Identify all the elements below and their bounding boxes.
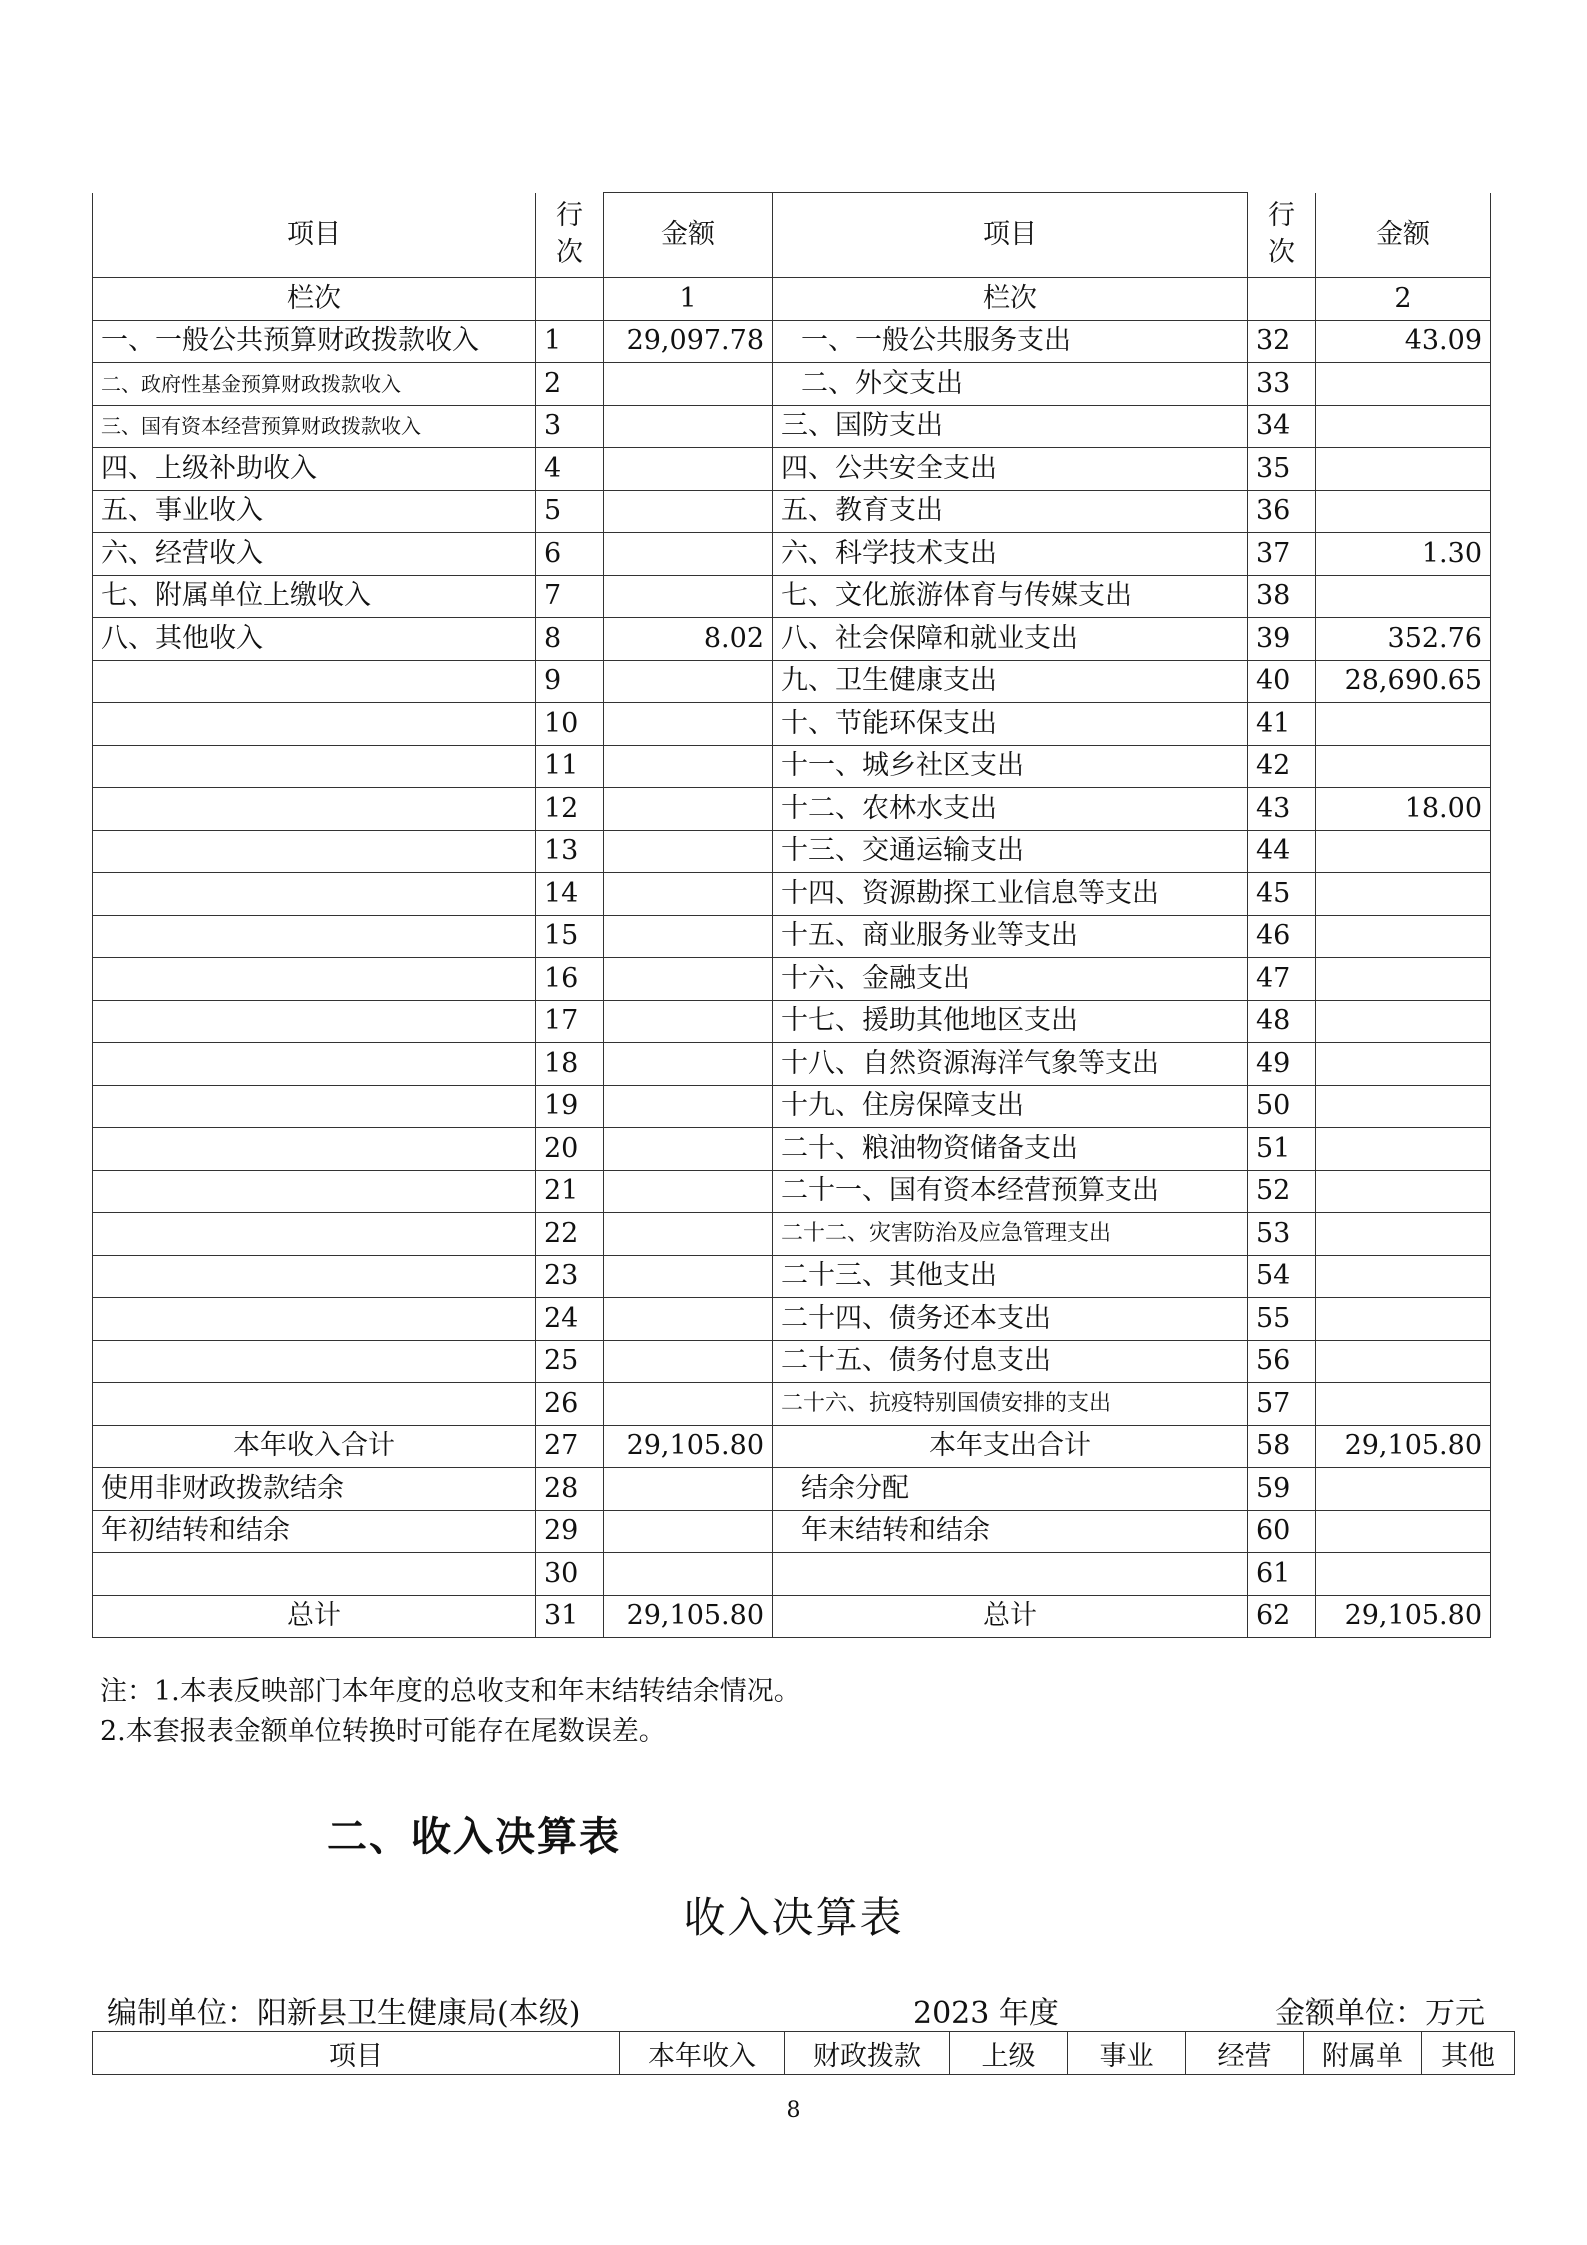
table-row (93, 830, 1491, 873)
income-row-no: 16 (536, 958, 604, 1001)
income-row-no: 17 (536, 1000, 604, 1043)
income-item (93, 1128, 536, 1171)
expense-row-no: 46 (1248, 915, 1316, 958)
expense-item: 七、文化旅游体育与传媒支出 (773, 575, 1248, 618)
expense-row-no: 38 (1248, 575, 1316, 618)
final-accounts-summary-table (92, 192, 1491, 1638)
expense-item: 六、科学技术支出 (773, 533, 1248, 576)
expense-amount (1316, 745, 1491, 788)
expense-item: 十八、自然资源海洋气象等支出 (773, 1043, 1248, 1086)
header-row-no-right: 行 次 (1248, 193, 1316, 278)
income-amount (604, 575, 773, 618)
expense-amount (1316, 915, 1491, 958)
income-amount (604, 915, 773, 958)
table-row (93, 1383, 1491, 1426)
expense-amount (1316, 1298, 1491, 1341)
income-item (93, 1170, 536, 1213)
expense-amount (1316, 873, 1491, 916)
amount-unit: 金额单位：万元 (1275, 1996, 1485, 2031)
header-item-right: 项目 (773, 193, 1248, 278)
income-item: 三、国有资本经营预算财政拨款收入 (93, 405, 536, 448)
header-amount-right: 金额 (1316, 193, 1491, 278)
expense-item: 四、公共安全支出 (773, 448, 1248, 491)
expense-row-no: 50 (1248, 1085, 1316, 1128)
income-row-no: 13 (536, 830, 604, 873)
expense-item: 二十一、国有资本经营预算支出 (773, 1170, 1248, 1213)
section-heading: 二、收入决算表 (327, 1814, 621, 1860)
expense-row-no: 43 (1248, 788, 1316, 831)
income-item (93, 830, 536, 873)
income-header-item: 项目 (93, 2032, 620, 2075)
income-item (93, 1000, 536, 1043)
expense-row-no: 42 (1248, 745, 1316, 788)
fiscal-year: 2023 年度 (913, 1996, 1059, 2031)
table-row (93, 788, 1491, 831)
table-row (93, 490, 1491, 533)
note-1: 注：1.本表反映部门本年度的总收支和年末结转结余情况。 (100, 1676, 801, 1707)
income-amount (604, 1468, 773, 1511)
table-row (93, 1128, 1491, 1171)
table-row (93, 1255, 1491, 1298)
income-row-no: 30 (536, 1553, 604, 1596)
income-amount (604, 405, 773, 448)
income-amount (604, 1383, 773, 1426)
income-row-no: 19 (536, 1085, 604, 1128)
income-item: 年初结转和结余 (93, 1510, 536, 1553)
income-row-no: 6 (536, 533, 604, 576)
expense-row-no: 37 (1248, 533, 1316, 576)
income-amount (604, 1128, 773, 1171)
income-row-no: 14 (536, 873, 604, 916)
income-header-operating: 经营 (1186, 2032, 1304, 2075)
table-row (93, 363, 1491, 406)
expense-row-no: 41 (1248, 703, 1316, 746)
expense-item: 二十四、债务还本支出 (773, 1298, 1248, 1341)
income-item (93, 1043, 536, 1086)
expense-item: 二十、粮油物资储备支出 (773, 1128, 1248, 1171)
income-amount (604, 958, 773, 1001)
expense-item: 十三、交通运输支出 (773, 830, 1248, 873)
income-row-no: 25 (536, 1340, 604, 1383)
expense-amount (1316, 1043, 1491, 1086)
income-amount (604, 363, 773, 406)
table-row (93, 1085, 1491, 1128)
income-item: 二、政府性基金预算财政拨款收入 (93, 363, 536, 406)
expense-row-no: 33 (1248, 363, 1316, 406)
expense-amount (1316, 1383, 1491, 1426)
expense-row-no: 52 (1248, 1170, 1316, 1213)
column-no-right (1248, 278, 1316, 321)
expense-row-no: 58 (1248, 1425, 1316, 1468)
income-header-superior: 上级 (950, 2032, 1068, 2075)
expense-amount (1316, 1128, 1491, 1171)
income-row-no: 26 (536, 1383, 604, 1426)
expense-amount (1316, 448, 1491, 491)
page-number: 8 (786, 2098, 801, 2123)
table-row (93, 618, 1491, 661)
income-amount (604, 1340, 773, 1383)
income-amount (604, 1085, 773, 1128)
header-row (93, 193, 1491, 278)
income-row-no: 18 (536, 1043, 604, 1086)
income-row-no: 29 (536, 1510, 604, 1553)
expense-row-no: 34 (1248, 405, 1316, 448)
income-amount (604, 745, 773, 788)
expense-item: 十二、农林水支出 (773, 788, 1248, 831)
expense-item: 总计 (773, 1595, 1248, 1638)
income-item (93, 703, 536, 746)
expense-amount (1316, 490, 1491, 533)
table-row (93, 660, 1491, 703)
expense-amount: 352.76 (1316, 618, 1491, 661)
table-row (93, 958, 1491, 1001)
expense-row-no: 60 (1248, 1510, 1316, 1553)
expense-amount: 29,105.80 (1316, 1595, 1491, 1638)
expense-item: 八、社会保障和就业支出 (773, 618, 1248, 661)
table-row (93, 745, 1491, 788)
table-row (93, 1553, 1491, 1596)
expense-item: 二十六、抗疫特别国债安排的支出 (773, 1383, 1248, 1426)
expense-item: 二十三、其他支出 (773, 1255, 1248, 1298)
table-row (93, 1298, 1491, 1341)
income-item: 八、其他收入 (93, 618, 536, 661)
note-2: 2.本套报表金额单位转换时可能存在尾数误差。 (100, 1716, 666, 1747)
expense-item: 五、教育支出 (773, 490, 1248, 533)
expense-row-no: 35 (1248, 448, 1316, 491)
expense-amount (1316, 1340, 1491, 1383)
expense-item: 十五、商业服务业等支出 (773, 915, 1248, 958)
income-amount (604, 1043, 773, 1086)
expense-amount (1316, 1255, 1491, 1298)
column-label-right: 栏次 (773, 278, 1248, 321)
income-item (93, 1383, 536, 1426)
income-amount (604, 448, 773, 491)
income-item (93, 1298, 536, 1341)
expense-row-no: 32 (1248, 320, 1316, 363)
table-row (93, 575, 1491, 618)
income-amount: 29,105.80 (604, 1595, 773, 1638)
income-row-no: 8 (536, 618, 604, 661)
table-row (93, 1340, 1491, 1383)
income-table-header-row (93, 2032, 1515, 2075)
income-amount (604, 873, 773, 916)
table-row (93, 873, 1491, 916)
income-item (93, 745, 536, 788)
expense-item: 一、一般公共服务支出 (773, 320, 1248, 363)
expense-row-no: 51 (1248, 1128, 1316, 1171)
expense-row-no: 54 (1248, 1255, 1316, 1298)
income-item (93, 1255, 536, 1298)
expense-amount: 18.00 (1316, 788, 1491, 831)
income-row-no: 3 (536, 405, 604, 448)
expense-row-no: 39 (1248, 618, 1316, 661)
expense-amount (1316, 1000, 1491, 1043)
expense-amount: 28,690.65 (1316, 660, 1491, 703)
income-row-no: 31 (536, 1595, 604, 1638)
table-row (93, 1468, 1491, 1511)
expense-amount (1316, 1468, 1491, 1511)
income-row-no: 4 (536, 448, 604, 491)
income-item (93, 1340, 536, 1383)
expense-amount (1316, 1170, 1491, 1213)
income-row-no: 27 (536, 1425, 604, 1468)
income-row-no: 28 (536, 1468, 604, 1511)
income-amount (604, 1255, 773, 1298)
income-amount (604, 660, 773, 703)
expense-item: 本年支出合计 (773, 1425, 1248, 1468)
income-item (93, 1213, 536, 1256)
income-header-annual-income: 本年收入 (620, 2032, 785, 2075)
expense-item: 十四、资源勘探工业信息等支出 (773, 873, 1248, 916)
income-item: 七、附属单位上缴收入 (93, 575, 536, 618)
income-amount (604, 703, 773, 746)
income-row-no: 20 (536, 1128, 604, 1171)
expense-item: 结余分配 (773, 1468, 1248, 1511)
income-row-no: 11 (536, 745, 604, 788)
income-row-no: 24 (536, 1298, 604, 1341)
expense-amount (1316, 575, 1491, 618)
income-item (93, 873, 536, 916)
expense-row-no: 36 (1248, 490, 1316, 533)
income-item: 使用非财政拨款结余 (93, 1468, 536, 1511)
income-item (93, 660, 536, 703)
income-row-no: 2 (536, 363, 604, 406)
grand-total-row (93, 1595, 1491, 1638)
income-row-no: 7 (536, 575, 604, 618)
expense-item: 二十五、债务付息支出 (773, 1340, 1248, 1383)
income-item (93, 915, 536, 958)
expense-amount (1316, 363, 1491, 406)
expense-item: 三、国防支出 (773, 405, 1248, 448)
expense-item: 九、卫生健康支出 (773, 660, 1248, 703)
income-amount (604, 1213, 773, 1256)
expense-item: 二十二、灾害防治及应急管理支出 (773, 1213, 1248, 1256)
income-row-no: 10 (536, 703, 604, 746)
expense-item: 十一、城乡社区支出 (773, 745, 1248, 788)
income-amount (604, 533, 773, 576)
income-item (93, 1085, 536, 1128)
table-row (93, 533, 1491, 576)
expense-item: 十七、援助其他地区支出 (773, 1000, 1248, 1043)
expense-amount (1316, 958, 1491, 1001)
column-label-left: 栏次 (93, 278, 536, 321)
income-row-no: 22 (536, 1213, 604, 1256)
column-no-left (536, 278, 604, 321)
table-row (93, 1043, 1491, 1086)
income-amount (604, 788, 773, 831)
annual-total-row (93, 1425, 1491, 1468)
expense-row-no: 62 (1248, 1595, 1316, 1638)
table-row (93, 1000, 1491, 1043)
income-amount (604, 1510, 773, 1553)
income-row-no: 21 (536, 1170, 604, 1213)
income-item: 总计 (93, 1595, 536, 1638)
income-row-no: 23 (536, 1255, 604, 1298)
expense-item: 十、节能环保支出 (773, 703, 1248, 746)
expense-row-no: 59 (1248, 1468, 1316, 1511)
expense-item: 十九、住房保障支出 (773, 1085, 1248, 1128)
expense-amount: 43.09 (1316, 320, 1491, 363)
expense-item (773, 1553, 1248, 1596)
income-amount: 8.02 (604, 618, 773, 661)
expense-item: 年末结转和结余 (773, 1510, 1248, 1553)
income-header-business: 事业 (1068, 2032, 1186, 2075)
expense-amount (1316, 830, 1491, 873)
income-item (93, 958, 536, 1001)
income-item (93, 788, 536, 831)
income-item: 本年收入合计 (93, 1425, 536, 1468)
header-row-no-left: 行 次 (536, 193, 604, 278)
income-item: 五、事业收入 (93, 490, 536, 533)
table-row (93, 1510, 1491, 1553)
table-row (93, 915, 1491, 958)
expense-row-no: 56 (1248, 1340, 1316, 1383)
income-amount (604, 830, 773, 873)
expense-row-no: 53 (1248, 1213, 1316, 1256)
income-amount (604, 490, 773, 533)
expense-amount (1316, 405, 1491, 448)
header-amount-left: 金额 (604, 193, 773, 278)
expense-item: 十六、金融支出 (773, 958, 1248, 1001)
expense-row-no: 55 (1248, 1298, 1316, 1341)
income-item: 一、一般公共预算财政拨款收入 (93, 320, 536, 363)
income-header-fiscal-allocation: 财政拨款 (785, 2032, 950, 2075)
income-row-no: 12 (536, 788, 604, 831)
income-item (93, 1553, 536, 1596)
expense-amount (1316, 1510, 1491, 1553)
expense-amount (1316, 703, 1491, 746)
income-amount (604, 1000, 773, 1043)
expense-row-no: 44 (1248, 830, 1316, 873)
column-index-row (93, 278, 1491, 321)
income-row-no: 9 (536, 660, 604, 703)
expense-amount (1316, 1213, 1491, 1256)
prepared-by-unit: 编制单位：阳新县卫生健康局(本级) (107, 1996, 581, 2031)
expense-amount (1316, 1553, 1491, 1596)
income-header-other: 其他 (1422, 2032, 1515, 2075)
income-amount: 29,105.80 (604, 1425, 773, 1468)
income-amount: 29,097.78 (604, 320, 773, 363)
table-row (93, 405, 1491, 448)
income-row-no: 15 (536, 915, 604, 958)
expense-amount: 1.30 (1316, 533, 1491, 576)
table-row (93, 1170, 1491, 1213)
income-amount (604, 1553, 773, 1596)
expense-row-no: 61 (1248, 1553, 1316, 1596)
income-item: 四、上级补助收入 (93, 448, 536, 491)
expense-row-no: 48 (1248, 1000, 1316, 1043)
income-accounts-table (92, 2031, 1515, 2075)
income-amount (604, 1298, 773, 1341)
table-row (93, 448, 1491, 491)
expense-amount (1316, 1085, 1491, 1128)
expense-row-no: 45 (1248, 873, 1316, 916)
expense-row-no: 40 (1248, 660, 1316, 703)
income-amount (604, 1170, 773, 1213)
table-title: 收入决算表 (683, 1893, 904, 1942)
column-value-left: 1 (604, 278, 773, 321)
table-row (93, 1213, 1491, 1256)
income-row-no: 5 (536, 490, 604, 533)
income-header-affiliated: 附属单 (1304, 2032, 1422, 2075)
expense-item: 二、外交支出 (773, 363, 1248, 406)
header-item-left: 项目 (93, 193, 536, 278)
income-item: 六、经营收入 (93, 533, 536, 576)
table-row (93, 320, 1491, 363)
table-row (93, 703, 1491, 746)
expense-row-no: 49 (1248, 1043, 1316, 1086)
expense-row-no: 57 (1248, 1383, 1316, 1426)
expense-row-no: 47 (1248, 958, 1316, 1001)
expense-amount: 29,105.80 (1316, 1425, 1491, 1468)
income-row-no: 1 (536, 320, 604, 363)
column-value-right: 2 (1316, 278, 1491, 321)
